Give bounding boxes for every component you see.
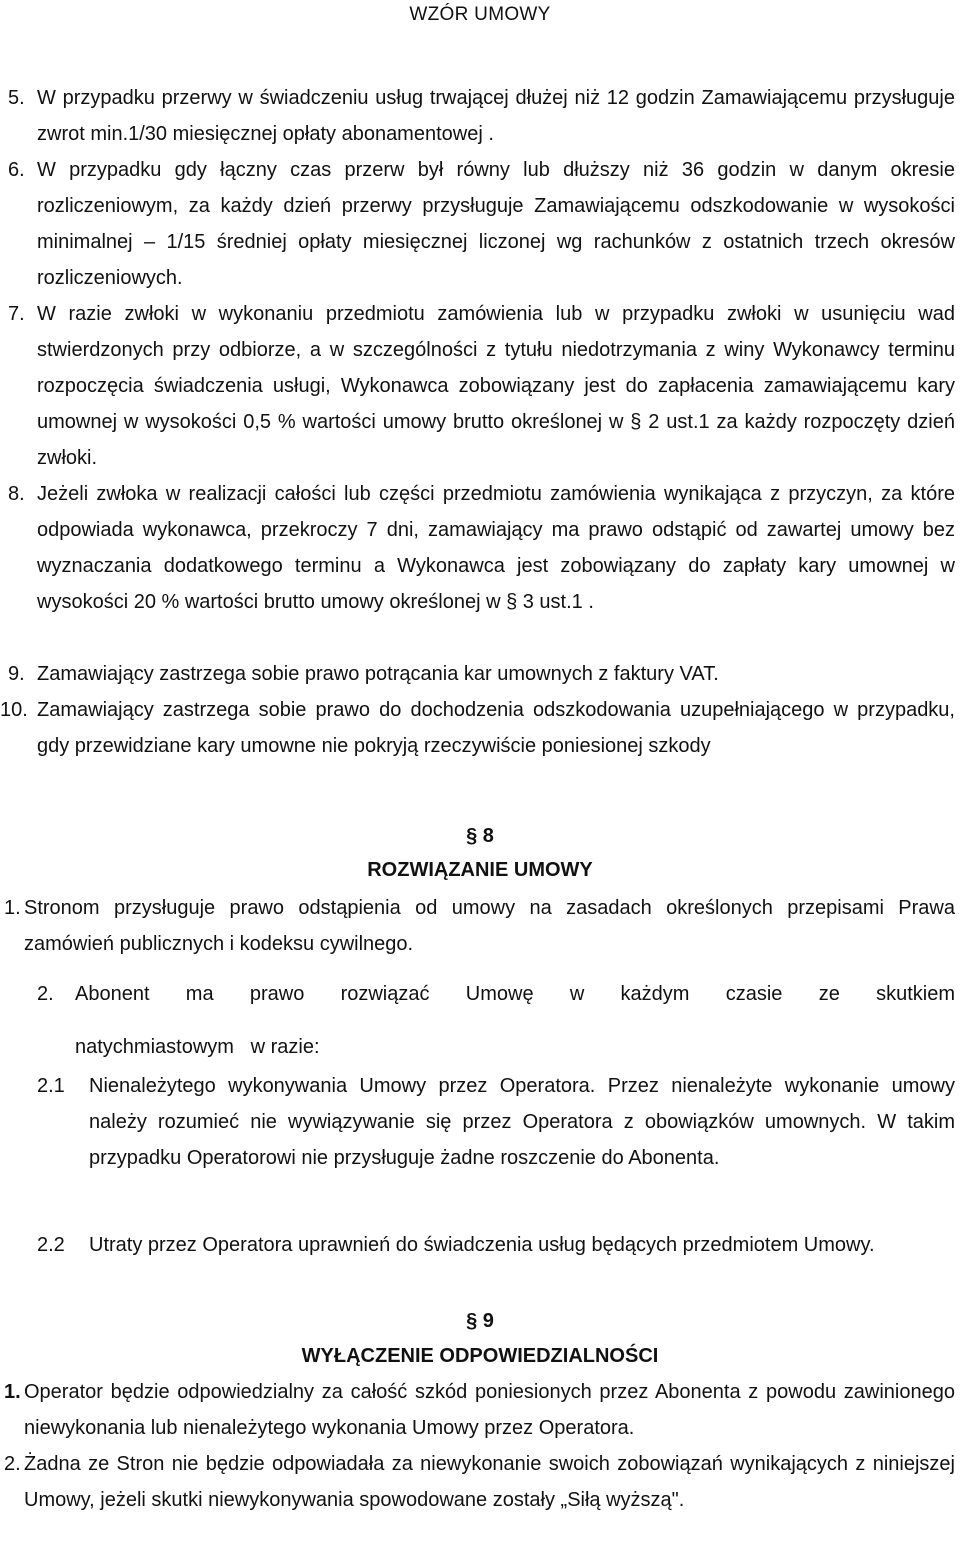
item-number: 2.2 <box>37 1234 65 1256</box>
item-number: 6. <box>8 159 25 181</box>
item-body: Utraty przez Operatora uprawnień do świadczenia usług będących przedmiotem Umowy. <box>89 1234 875 1256</box>
item-text <box>37 1227 955 1263</box>
item-number: 9. <box>8 663 25 685</box>
item-text: W przypadku przerwy w świadczeniu usług trwającej dłużej niż 12 godzin Zamawiającemu przysługuje zwrot min.1/30 miesięcznej opłaty abonamentowej . <box>37 87 955 145</box>
section-9-number: § 9 <box>466 1310 494 1332</box>
item-number: 2.1 <box>37 1075 65 1097</box>
item-number: 5. <box>8 87 25 109</box>
item-text: Stronom przysługuje prawo odstąpienia od umowy na zasadach określonych przepisami Prawa zamówień publicznych i kodeksu cywilnego. <box>24 897 955 955</box>
item-number: 1. <box>4 1381 21 1403</box>
list-item <box>0 152 960 296</box>
list-item <box>0 656 960 692</box>
item-number: 1. <box>4 897 21 919</box>
list-item-continuation <box>0 1029 960 1065</box>
list-item <box>0 476 960 656</box>
list-item <box>0 296 960 476</box>
section-8-title: ROZWIĄZANIE UMOWY <box>367 859 593 881</box>
item-number: 2. <box>4 1453 21 1475</box>
list-item <box>0 890 960 962</box>
list-item <box>0 692 960 800</box>
item-text: Operator będzie odpowiedzialny za całość szkód poniesionych przez Abonenta z powodu zawinionego niewykonania lub nienależytego wykonania Umowy przez Operatora. <box>24 1381 955 1439</box>
item-text: Abonent ma prawo rozwiązać Umowę w każdym czasie ze skutkiem <box>75 983 955 1005</box>
item-number: 10. <box>0 699 28 721</box>
section-9-title: WYŁĄCZENIE ODPOWIEDZIALNOŚCI <box>301 1345 659 1367</box>
list-item <box>0 1446 960 1554</box>
item-text: natychmiastowym w razie: <box>75 1036 320 1058</box>
item-text: Zamawiający zastrzega sobie prawo potrącania kar umownych z faktury VAT. <box>37 663 719 685</box>
list-item <box>0 1374 960 1446</box>
section-8-number: § 8 <box>466 825 494 847</box>
list-item <box>0 1227 960 1299</box>
page-header: WZÓR UMOWY <box>409 4 551 25</box>
item-text: Jeżeli zwłoka w realizacji całości lub części przedmiotu zamówienia wynikająca z przyczyn, za które odpowiada wykonawca, przekroczy 7 dni, zamawiający ma prawo odstąpić od zawartej umowy bez wyznaczania dodatkowego terminu a Wykonawca jest zobowiązany do zapłaty kary umownej w wysokości 20 % wartości brutto umowy określonej w § 3 ust.1 . <box>37 483 955 613</box>
item-text: Żadna ze Stron nie będzie odpowiadała za niewykonanie swoich zobowiązań wynikających z niniejszej Umowy, jeżeli skutki niewykonywania spowodowane zostały „Siłą wyższą". <box>24 1453 955 1511</box>
item-number: 7. <box>8 303 25 325</box>
item-text: W przypadku gdy łączny czas przerw był równy lub dłuższy niż 36 godzin w danym okresie rozliczeniowym, za każdy dzień przerwy przysługuje Zamawiającemu odszkodowanie w wysokości minimalnej – 1/15 średniej opłaty miesięcznej liczonej wg rachunków z ostatnich trzech okresów rozliczeniowych. <box>37 159 955 289</box>
list-item <box>0 80 960 152</box>
item-number: 2. <box>37 983 54 1005</box>
item-text: Nienależytego wykonywania Umowy przez Operatora. Przez nienależyte wykonanie umowy należy rozumieć nie wywiązywanie się przez Operatora z obowiązków umownych. W takim przypadku Operatorowi nie przysługuje żadne roszczenie do Abonenta. <box>89 1075 955 1169</box>
item-text: W razie zwłoki w wykonaniu przedmiotu zamówienia lub w przypadku zwłoki w usunięciu wad stwierdzonych przy odbiorze, a w szczególności z tytułu niedotrzymania z winy Wykonawcy terminu rozpoczęcia świadczenia usługi, Wykonawca zobowiązany jest do zapłacenia zamawiającemu kary umownej w wysokości 0,5 % wartości umowy brutto określonej w § 2 ust.1 za każdy rozpoczęty dzień zwłoki. <box>37 303 955 469</box>
item-number: 8. <box>8 483 25 505</box>
list-item <box>0 1068 960 1212</box>
list-item <box>0 976 960 1012</box>
item-text: Zamawiający zastrzega sobie prawo do dochodzenia odszkodowania uzupełniającego w przypadku, gdy przewidziane kary umowne nie pokryją rzeczywiście poniesionej szkody <box>37 699 955 757</box>
